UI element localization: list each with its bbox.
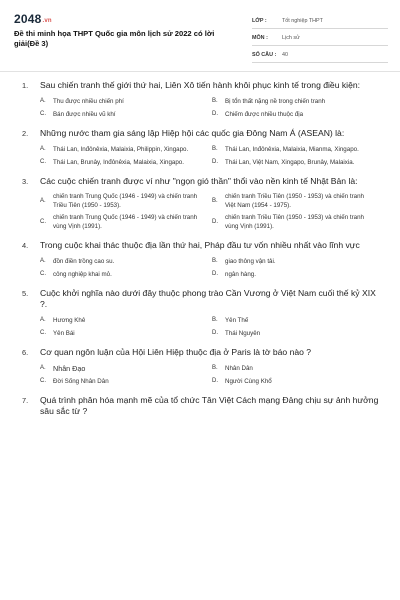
answer-text: Bán được nhiều vũ khí <box>53 110 116 118</box>
answer-letter: C. <box>40 110 46 117</box>
answer-options <box>40 144 384 167</box>
answer-option-a[interactable] <box>40 96 212 106</box>
header-divider <box>0 71 400 72</box>
question-text: Quá trình phân hóa mạnh mẽ của tổ chức Tân Việt Cách mạng Đảng chịu sự ảnh hưởng sâu sắc từ ? <box>40 395 379 416</box>
answer-text: Đời Sống Nhân Dân <box>53 377 109 385</box>
question-text: Những nước tham gia sáng lập Hiệp hội các quốc gia Đông Nam Á (ASEAN) là: <box>40 128 345 138</box>
question-text: Cuộc khởi nghĩa nào dưới đây thuộc phong trào Cần Vương ở Việt Nam cuối thế kỷ XIX ?. <box>40 288 376 309</box>
answer-text: giao thông vận tải. <box>225 257 276 265</box>
answer-letter: D. <box>212 329 218 336</box>
answer-text: Yên Thế <box>225 316 249 324</box>
answer-letter: D. <box>212 270 218 277</box>
answer-option-a[interactable] <box>40 144 212 154</box>
answer-option-a[interactable] <box>40 256 212 266</box>
question-2 <box>0 128 400 167</box>
answer-text: Thái Nguyên <box>225 329 261 337</box>
answer-option-d[interactable] <box>212 109 384 119</box>
answer-option-d[interactable] <box>212 269 384 279</box>
answer-letter: B. <box>212 316 218 323</box>
answer-letter: D. <box>212 110 218 117</box>
answer-options <box>40 315 384 338</box>
answer-option-c[interactable] <box>40 109 212 119</box>
question-list <box>0 80 400 426</box>
answer-option-d[interactable] <box>212 157 384 167</box>
question-text: Cơ quan ngôn luận của Hội Liên Hiệp thuộc địa ở Paris là tờ báo nào ? <box>40 347 312 357</box>
meta-row-count <box>252 47 388 63</box>
question-7 <box>0 395 400 417</box>
answer-text: ngân hàng. <box>225 270 256 278</box>
answer-options <box>40 192 384 231</box>
meta-value: Tốt nghiệp THPT <box>282 17 323 24</box>
question-5 <box>0 288 400 338</box>
answer-text: đồn điền trồng cao su. <box>53 257 115 265</box>
question-text: Sau chiến tranh thế giới thứ hai, Liên Xô tiến hành khôi phục kinh tế trong điều kiện: <box>40 80 361 90</box>
answer-text: Yên Bái <box>53 329 75 337</box>
answer-option-b[interactable] <box>212 363 384 373</box>
answer-options <box>40 96 384 119</box>
answer-text: chiến tranh Triều Tiên (1950 - 1953) và chiến tranh vùng Vịnh (1991). <box>225 214 364 230</box>
meta-row-grade <box>252 13 388 29</box>
answer-letter: A. <box>40 97 46 104</box>
answer-text: Thái Lan, Inđônêxia, Malaixia, Philippin, Xingapo. <box>53 145 189 153</box>
question-number: 7. <box>22 396 29 405</box>
question-number: 3. <box>22 177 29 186</box>
answer-letter: A. <box>40 316 46 323</box>
answer-option-a[interactable] <box>40 192 212 210</box>
answer-letter: B. <box>212 97 218 104</box>
meta-label: SỐ CÂU : <box>252 51 277 58</box>
answer-options <box>40 363 384 386</box>
exam-title: Đề thi minh họa THPT Quốc gia môn lịch sử 2022 có lời giải(Đề 3) <box>14 29 215 48</box>
brand-name: 2048 <box>14 12 42 26</box>
answer-letter: C. <box>40 329 46 336</box>
question-1 <box>0 80 400 119</box>
answer-text: Thu được nhiều chiến phí <box>53 97 124 105</box>
question-number: 4. <box>22 241 29 250</box>
answer-letter: C. <box>40 270 46 277</box>
answer-letter: A. <box>40 364 46 371</box>
site-logo[interactable] <box>14 12 52 26</box>
question-4 <box>0 240 400 279</box>
meta-value: 40 <box>282 51 288 58</box>
answer-letter: A. <box>40 257 46 264</box>
answer-option-c[interactable] <box>40 328 212 338</box>
answer-text: Thái Lan, Inđônêxia, Malaixia, Mianma, Xingapo. <box>225 145 359 153</box>
answer-option-a[interactable] <box>40 363 212 373</box>
answer-text: chiến tranh Trung Quốc (1946 - 1949) và chiến tranh vùng Vịnh (1991). <box>53 214 198 230</box>
answer-text: chiến tranh Triều Tiên (1950 - 1953) và chiến tranh Việt Nam (1954 - 1975). <box>225 193 364 209</box>
answer-letter: D. <box>212 218 218 225</box>
answer-option-d[interactable] <box>212 328 384 338</box>
answer-option-d[interactable] <box>212 213 384 231</box>
question-number: 1. <box>22 81 29 90</box>
question-number: 6. <box>22 348 29 357</box>
answer-text: Chiếm được nhiều thuộc địa <box>225 110 304 118</box>
answer-option-c[interactable] <box>40 157 212 167</box>
answer-option-b[interactable] <box>212 256 384 266</box>
answer-option-b[interactable] <box>212 192 384 210</box>
answer-options <box>40 256 384 279</box>
answer-option-c[interactable] <box>40 376 212 386</box>
answer-text: Thái Lan, Brunây, Inđônêxia, Malaixia, Xingapo. <box>53 158 184 166</box>
question-text: Các cuộc chiến tranh được ví như "ngọn gió thần" thổi vào nền kinh tế Nhật Bản là: <box>40 176 358 186</box>
answer-letter: B. <box>212 145 218 152</box>
answer-text: công nghiệp khai mỏ. <box>53 270 112 278</box>
answer-option-d[interactable] <box>212 376 384 386</box>
answer-text: Bị tổn thất nặng nề trong chiến tranh <box>225 97 326 105</box>
exam-meta <box>252 13 388 64</box>
answer-option-c[interactable] <box>40 213 212 231</box>
question-3 <box>0 176 400 231</box>
answer-letter: D. <box>212 158 218 165</box>
question-6 <box>0 347 400 386</box>
answer-letter: B. <box>212 197 218 204</box>
answer-option-b[interactable] <box>212 315 384 325</box>
answer-letter: B. <box>212 257 218 264</box>
meta-label: MÔN : <box>252 34 268 41</box>
answer-option-c[interactable] <box>40 269 212 279</box>
meta-value: Lịch sử <box>282 34 300 41</box>
answer-letter: A. <box>40 197 46 204</box>
answer-letter: D. <box>212 377 218 384</box>
meta-row-subject <box>252 30 388 46</box>
answer-option-a[interactable] <box>40 315 212 325</box>
answer-text: Người Cùng Khổ <box>225 377 272 385</box>
answer-letter: C. <box>40 218 46 225</box>
answer-text: Nhân Đạo <box>53 363 86 373</box>
question-number: 5. <box>22 289 29 298</box>
exam-header <box>0 0 400 66</box>
answer-letter: B. <box>212 364 218 371</box>
question-text: Trong cuộc khai thác thuộc địa lần thứ hai, Pháp đầu tư vốn nhiều nhất vào lĩnh vực <box>40 240 360 250</box>
question-number: 2. <box>22 129 29 138</box>
answer-letter: A. <box>40 145 46 152</box>
answer-option-b[interactable] <box>212 96 384 106</box>
meta-label: LỚP : <box>252 17 267 24</box>
answer-option-b[interactable] <box>212 144 384 154</box>
answer-text: Hương Khê <box>53 316 86 324</box>
answer-text: Thái Lan, Việt Nam, Xingapo, Brunây, Malaixia. <box>225 158 355 166</box>
answer-letter: C. <box>40 377 46 384</box>
answer-text: Nhân Dân <box>225 364 253 372</box>
brand-tld: .vn <box>42 18 52 24</box>
answer-text: chiến tranh Trung Quốc (1946 - 1949) và chiến tranh Triều Tiên (1950 - 1953). <box>53 193 198 209</box>
answer-letter: C. <box>40 158 46 165</box>
